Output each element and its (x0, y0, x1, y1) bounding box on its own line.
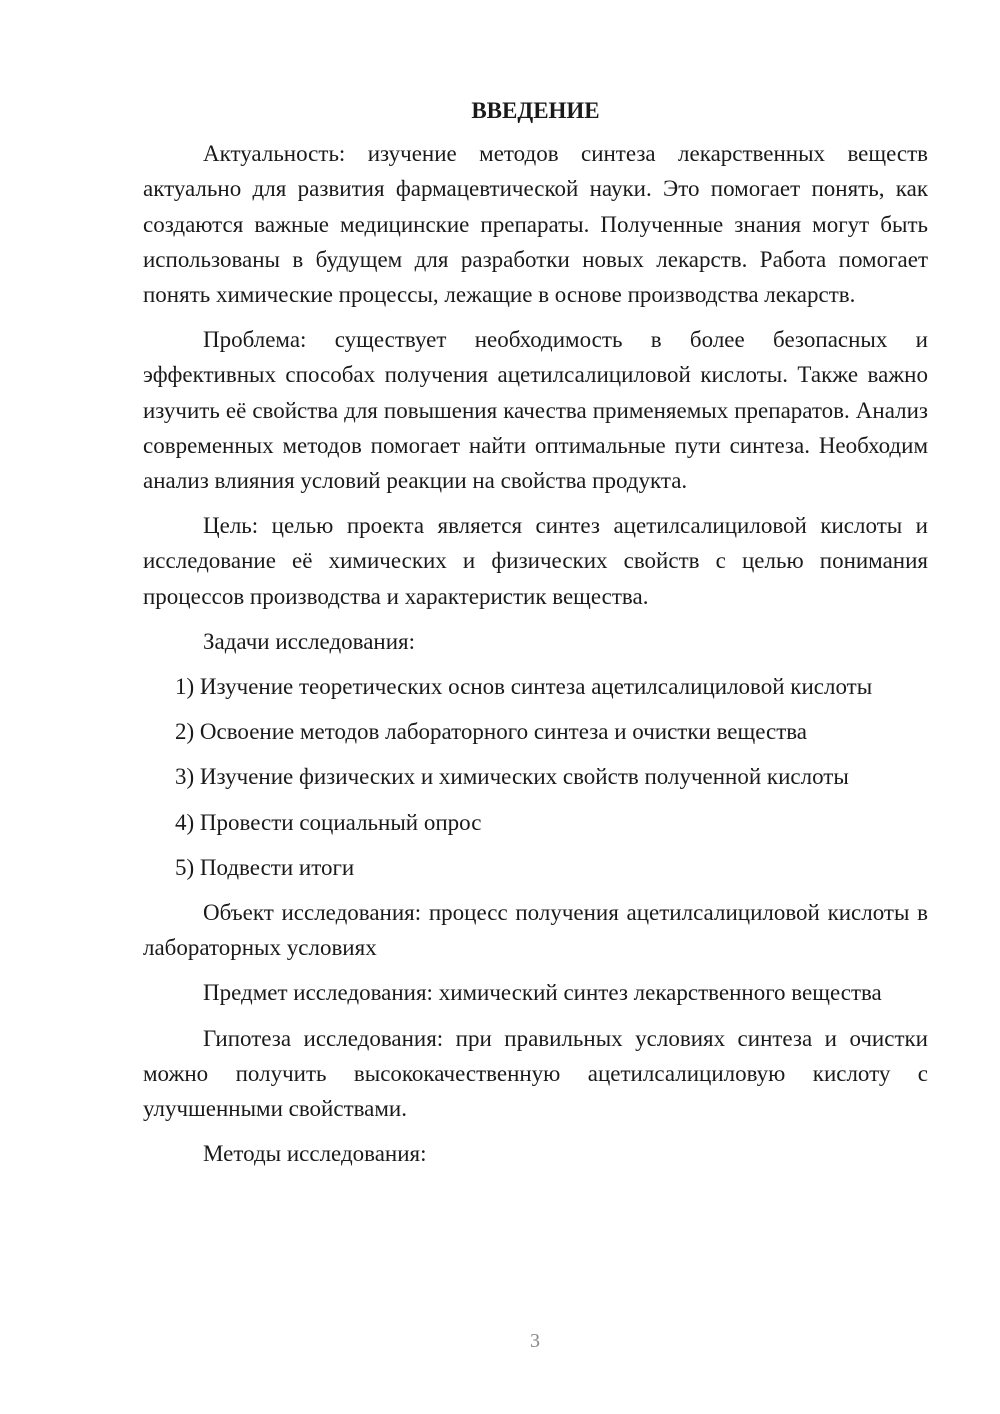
section-title: ВВЕДЕНИЕ (471, 98, 600, 123)
methods-heading: Методы исследования: (203, 1141, 427, 1167)
tasks-list (143, 669, 928, 885)
object-paragraph: Объект исследования: процесс получения ацетилсалициловой кислоты в лабораторных условиях (143, 900, 928, 961)
task-item: 3) Изучение физических и химических свойств полученной кислоты (175, 764, 849, 790)
subject-paragraph: Предмет исследования: химический синтез лекарственного вещества (203, 980, 882, 1006)
task-item: 1) Изучение теоретических основ синтеза ацетилсалициловой кислоты (175, 674, 873, 700)
relevance-paragraph: Актуальность: изучение методов синтеза лекарственных веществ актуально для развития фармацевтической науки. Это помогает понять, как создаются важные медицинские препараты. Полученные знания могут быть использованы в будущем для разработки новых лекарств. Работа помогает понять химические процессы, лежащие в основе производства лекарств. (143, 141, 928, 308)
hypothesis-paragraph: Гипотеза исследования: при правильных условиях синтеза и очистки можно получить высококачественную ацетилсалициловую кислоту с улучшенными свойствами. (143, 1025, 928, 1122)
task-item: 2) Освоение методов лабораторного синтеза и очистки вещества (175, 719, 808, 745)
tasks-heading: Задачи исследования: (203, 628, 416, 654)
task-item: 5) Подвести итоги (175, 854, 355, 880)
page-number: 3 (530, 1330, 540, 1352)
page-content (143, 93, 928, 1181)
task-item: 4) Провести социальный опрос (175, 809, 482, 835)
goal-paragraph: Цель: целью проекта является синтез ацетилсалициловой кислоты и исследование её химических и физических свойств с целью понимания процессов производства и характеристик вещества. (143, 513, 928, 609)
problem-paragraph: Проблема: существует необходимость в более безопасных и эффективных способах получения ацетилсалициловой кислоты. Также важно изучить её свойства для повышения качества применяемых препаратов. Анализ современных методов помогает найти оптимальные пути синтеза. Необходим анализ влияния условий реакции на свойства продукта. (143, 327, 928, 494)
